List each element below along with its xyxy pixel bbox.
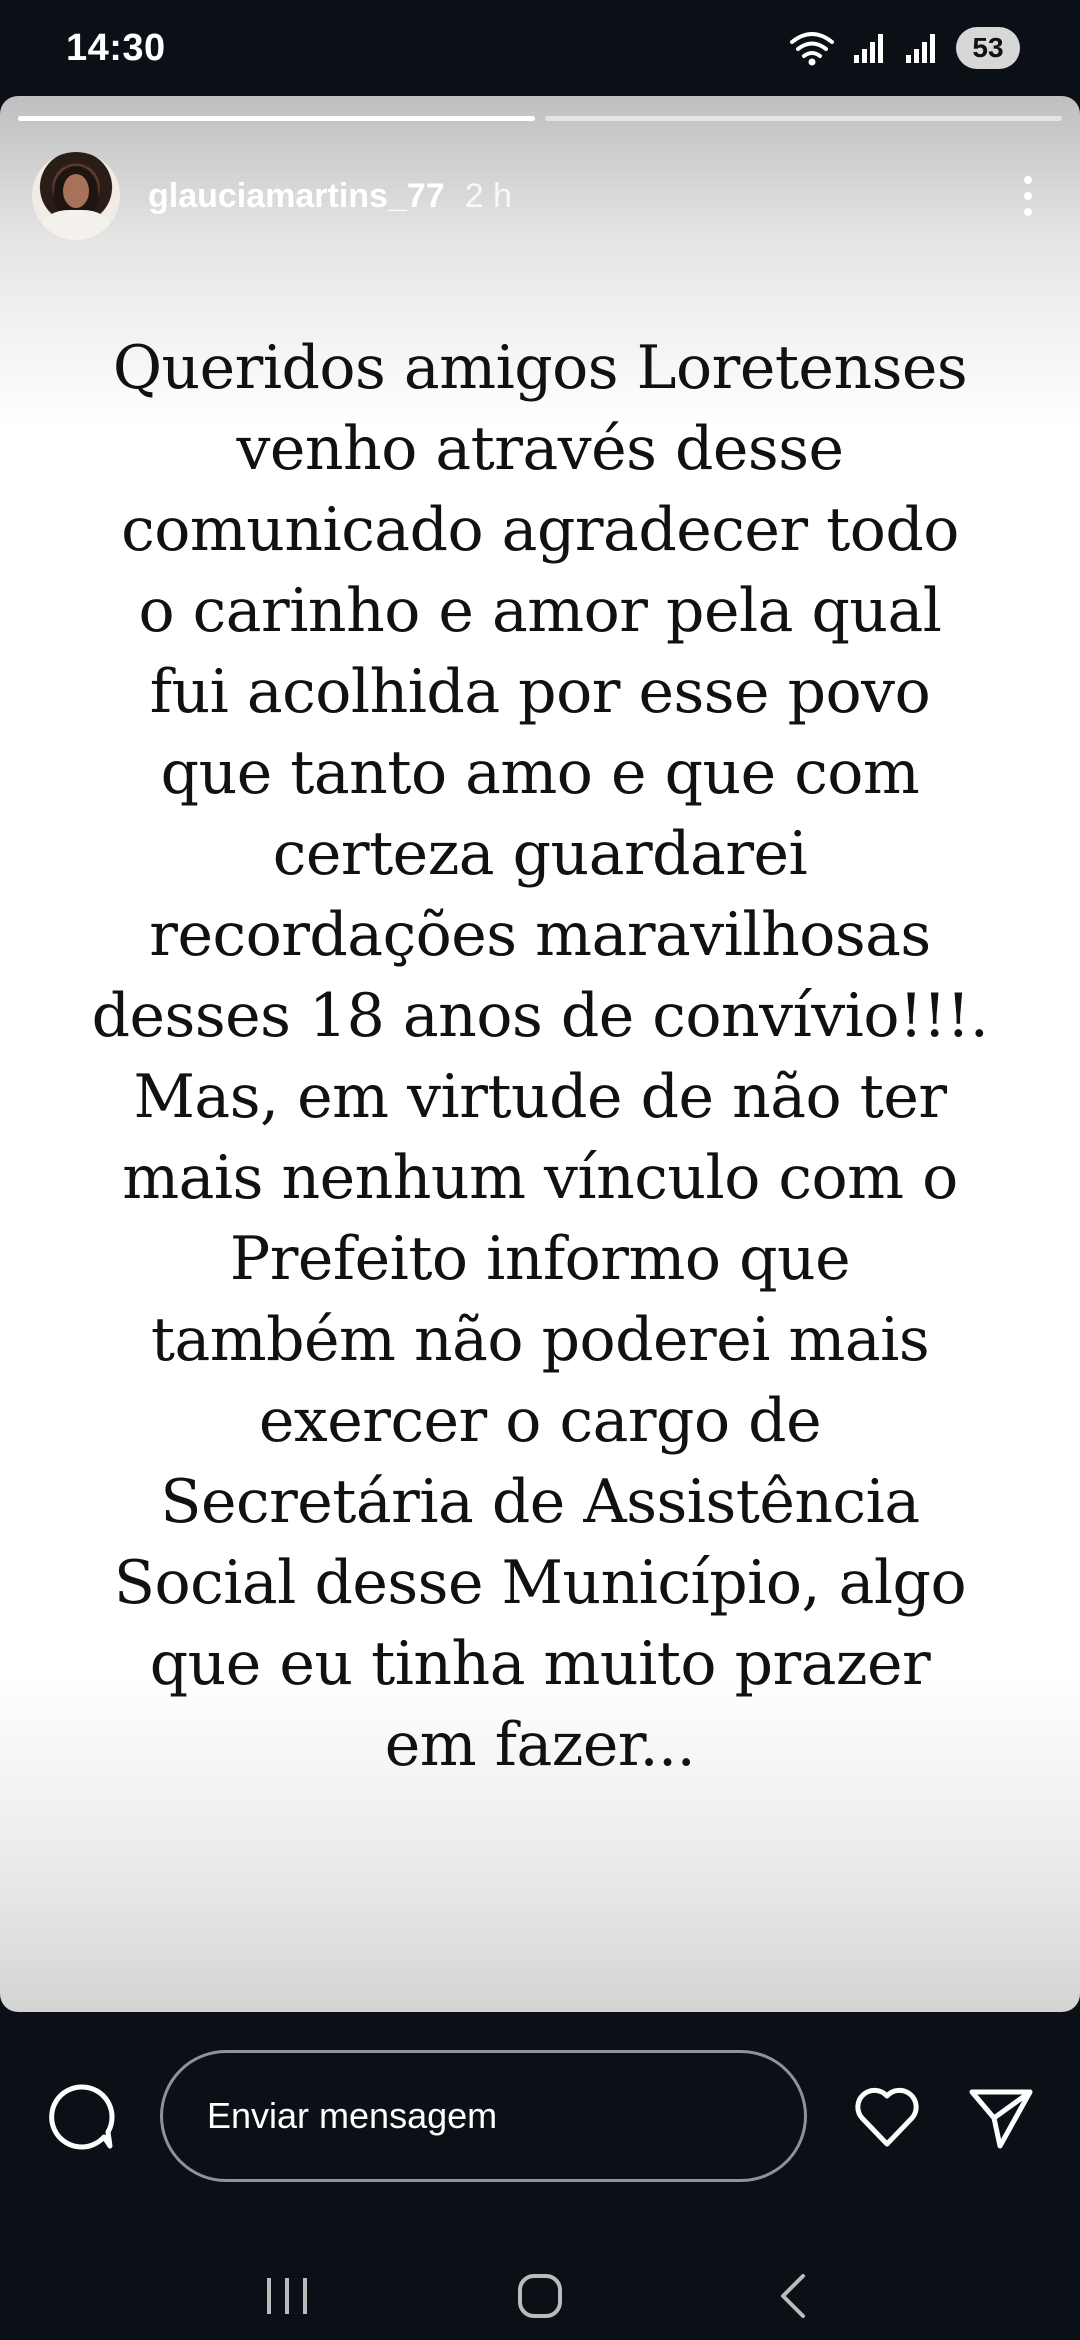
status-time: 14:30 (66, 26, 166, 69)
system-nav-bar (0, 2252, 1080, 2340)
battery-icon: 53 (956, 27, 1020, 69)
avatar[interactable] (32, 152, 120, 240)
progress-segment-2 (545, 116, 1062, 121)
heart-icon[interactable] (852, 2082, 922, 2152)
story-line: em fazer... (384, 1710, 696, 1780)
progress-segment-1 (18, 116, 535, 121)
more-options-icon[interactable] (1008, 166, 1048, 226)
story-line: também não poderei mais (150, 1305, 930, 1375)
story-line: Social desse Município, algo (113, 1548, 967, 1618)
story-line: Queridos amigos Loretenses (112, 333, 968, 403)
username[interactable]: glauciamartins_77 (148, 176, 445, 215)
status-bar (0, 0, 1080, 96)
wifi-icon (790, 30, 834, 66)
story-line: venho através desse (236, 414, 844, 484)
story-line: que eu tinha muito prazer (149, 1629, 931, 1699)
story-line: desses 18 anos de convívio!!!. (91, 981, 989, 1051)
recents-icon[interactable] (247, 2266, 327, 2326)
story-line: o carinho e amor pela qual (138, 576, 942, 646)
signal-icon (904, 31, 938, 65)
time-ago: 2 h (464, 176, 512, 215)
story-text (90, 328, 990, 1786)
back-icon[interactable] (753, 2266, 833, 2326)
home-icon[interactable] (500, 2266, 580, 2326)
story-progress (18, 116, 1062, 121)
story-line: certeza guardarei (272, 819, 808, 889)
story-card[interactable] (0, 96, 1080, 2012)
story-line: recordações maravilhosas (149, 900, 931, 970)
story-line: Mas, em virtude de não ter (133, 1062, 947, 1132)
story-line: exercer o cargo de (258, 1386, 822, 1456)
story-line: comunicado agradecer todo (121, 495, 959, 565)
story-line: Prefeito informo que (229, 1224, 851, 1294)
status-icons (790, 27, 1020, 69)
reply-bar (0, 2012, 1080, 2252)
comment-icon[interactable] (46, 2082, 116, 2152)
send-icon[interactable] (966, 2082, 1036, 2152)
story-line: fui acolhida por esse povo (149, 657, 931, 727)
message-input[interactable] (160, 2050, 807, 2182)
story-line: mais nenhum vínculo com o (122, 1143, 958, 1213)
story-line: Secretária de Assistência (160, 1467, 920, 1537)
story-line: que tanto amo e que com (160, 738, 920, 808)
signal-icon (852, 31, 886, 65)
story-header (32, 148, 1048, 244)
